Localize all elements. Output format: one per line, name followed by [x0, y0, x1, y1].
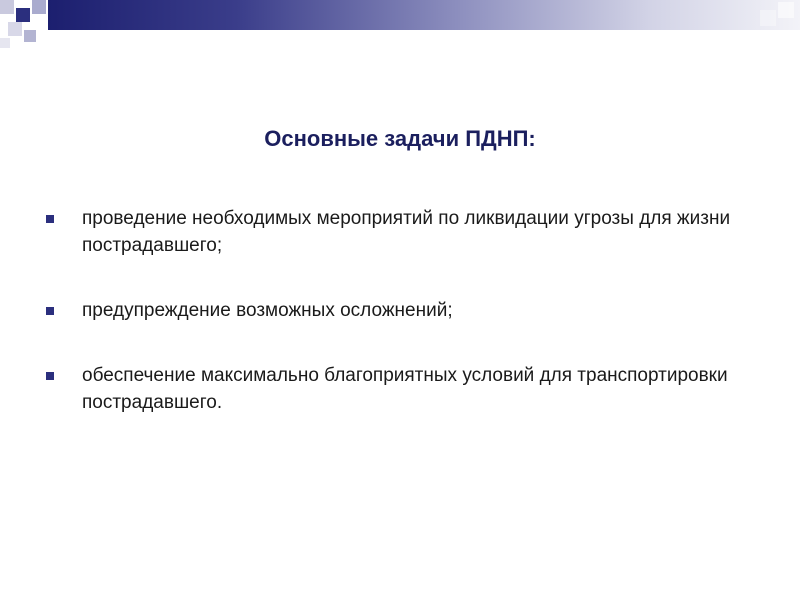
- decor-square: [8, 22, 22, 36]
- square-bullet-icon: [46, 307, 54, 315]
- list-item: [46, 297, 776, 324]
- decor-square: [0, 38, 10, 48]
- slide-title: Основные задачи ПДНП:: [264, 126, 536, 151]
- bullet-list: [46, 205, 776, 454]
- decor-square: [16, 8, 30, 22]
- list-item: [46, 205, 776, 259]
- decor-square: [760, 10, 776, 26]
- square-bullet-icon: [46, 215, 54, 223]
- decor-square: [32, 0, 46, 14]
- square-bullet-icon: [46, 372, 54, 380]
- bullet-text: обеспечение максимально благоприятных условий для транспортировки пострадавшего.: [82, 365, 728, 413]
- header-gradient-bar: [48, 0, 800, 30]
- bullet-text: проведение необходимых мероприятий по ликвидации угрозы для жизни пострадавшего;: [82, 208, 731, 256]
- decor-square: [24, 30, 36, 42]
- bullet-text: предупреждение возможных осложнений;: [82, 300, 453, 321]
- list-item: [46, 362, 776, 416]
- decor-square: [778, 2, 794, 18]
- decor-square: [0, 0, 14, 14]
